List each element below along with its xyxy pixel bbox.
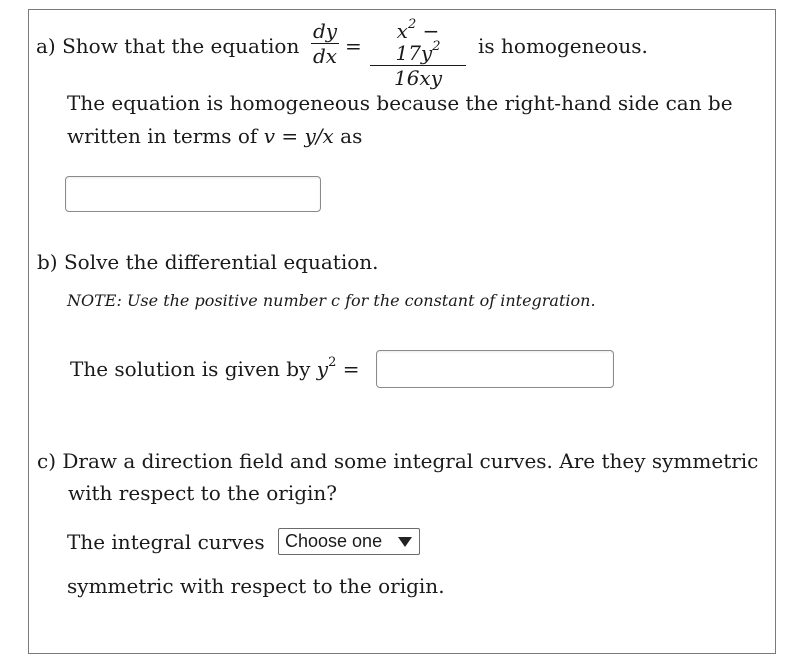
dx-denominator: dx	[312, 44, 338, 68]
solution-label: The solution is given by $y^2$ =	[70, 355, 360, 381]
part-c-tail: symmetric with respect to the origin.	[67, 574, 445, 598]
part-a-suffix: is homogeneous.	[478, 34, 648, 58]
part-c-prompt-line-1: c) Draw a direction field and some integral curves. Are they symmetric	[37, 449, 759, 473]
part-c-prompt-line-2: with respect to the origin?	[68, 481, 338, 505]
equals-sign: =	[345, 34, 362, 58]
explanation-line-1: The equation is homogeneous because the right-hand side can be	[67, 91, 733, 115]
rhs-denominator: 16xy	[393, 66, 443, 90]
part-b-answer-input[interactable]	[376, 350, 614, 388]
part-a-answer-input[interactable]	[65, 176, 321, 212]
explanation-line-2: written in terms of v = y/x as	[67, 124, 363, 148]
dy-dx-fraction	[311, 20, 339, 67]
part-b-note: NOTE: Use the positive number c for the constant of integration.	[67, 291, 596, 310]
part-b-prompt: b) Solve the differential equation.	[37, 250, 379, 274]
curves-label: The integral curves	[67, 530, 265, 554]
select-value: Choose one	[285, 531, 383, 551]
dy-numerator: dy	[313, 19, 338, 43]
triangle-down-icon	[398, 537, 412, 547]
v-substitution: v = y/x	[263, 124, 334, 148]
part-a-prompt: a) Show that the equation	[36, 34, 300, 58]
rhs-numerator: $x^2 - 17y^2$	[395, 17, 441, 65]
symmetry-select[interactable]	[278, 528, 420, 555]
rhs-fraction	[370, 17, 466, 90]
